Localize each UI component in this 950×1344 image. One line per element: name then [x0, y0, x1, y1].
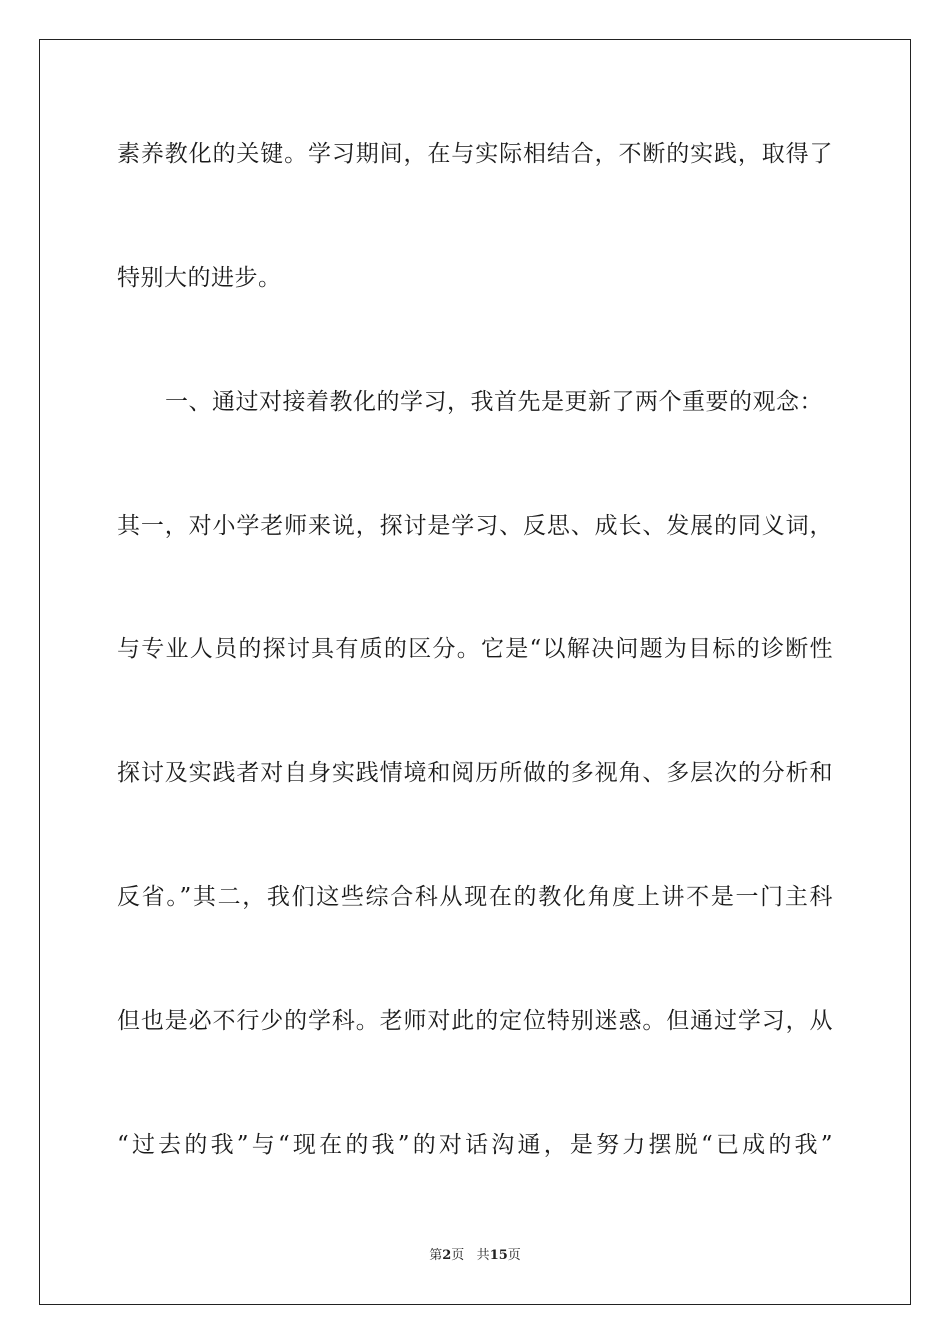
- paragraph-line-8: 但也是必不行少的学科。老师对此的定位特别迷惑。但通过学习，从: [117, 1008, 833, 1034]
- paragraph-line-4: 其一，对小学老师来说，探讨是学习、反思、成长、发展的同义词，: [117, 513, 833, 539]
- paragraph-line-2: 特别大的进步。: [117, 265, 282, 291]
- page-border: [39, 39, 911, 1305]
- footer-page-suffix: 页: [451, 1248, 465, 1263]
- footer-total-prefix: 共: [476, 1248, 490, 1263]
- footer-page-number: 2: [442, 1248, 452, 1263]
- paragraph-line-5: 与专业人员的探讨具有质的区分。它是“以解决问题为目标的诊断性: [117, 636, 833, 662]
- page-footer: [0, 1247, 950, 1265]
- paragraph-line-1: 素养教化的关键。学习期间，在与实际相结合，不断的实践，取得了: [117, 141, 833, 167]
- section-heading-line: 一、通过对接着教化的学习，我首先是更新了两个重要的观念：: [165, 389, 823, 415]
- paragraph-line-7: 反省。”其二，我们这些综合科从现在的教化角度上讲不是一门主科: [117, 884, 833, 910]
- paragraph-line-6: 探讨及实践者对自身实践情境和阅历所做的多视角、多层次的分析和: [117, 760, 833, 786]
- footer-total-pages: 15: [489, 1248, 508, 1263]
- paragraph-line-9: “过去的我”与“现在的我”的对话沟通，是努力摆脱“已成的我”: [117, 1132, 833, 1158]
- footer-spacer: [464, 1248, 476, 1263]
- footer-page-prefix: 第: [429, 1248, 443, 1263]
- footer-total-suffix: 页: [507, 1248, 521, 1263]
